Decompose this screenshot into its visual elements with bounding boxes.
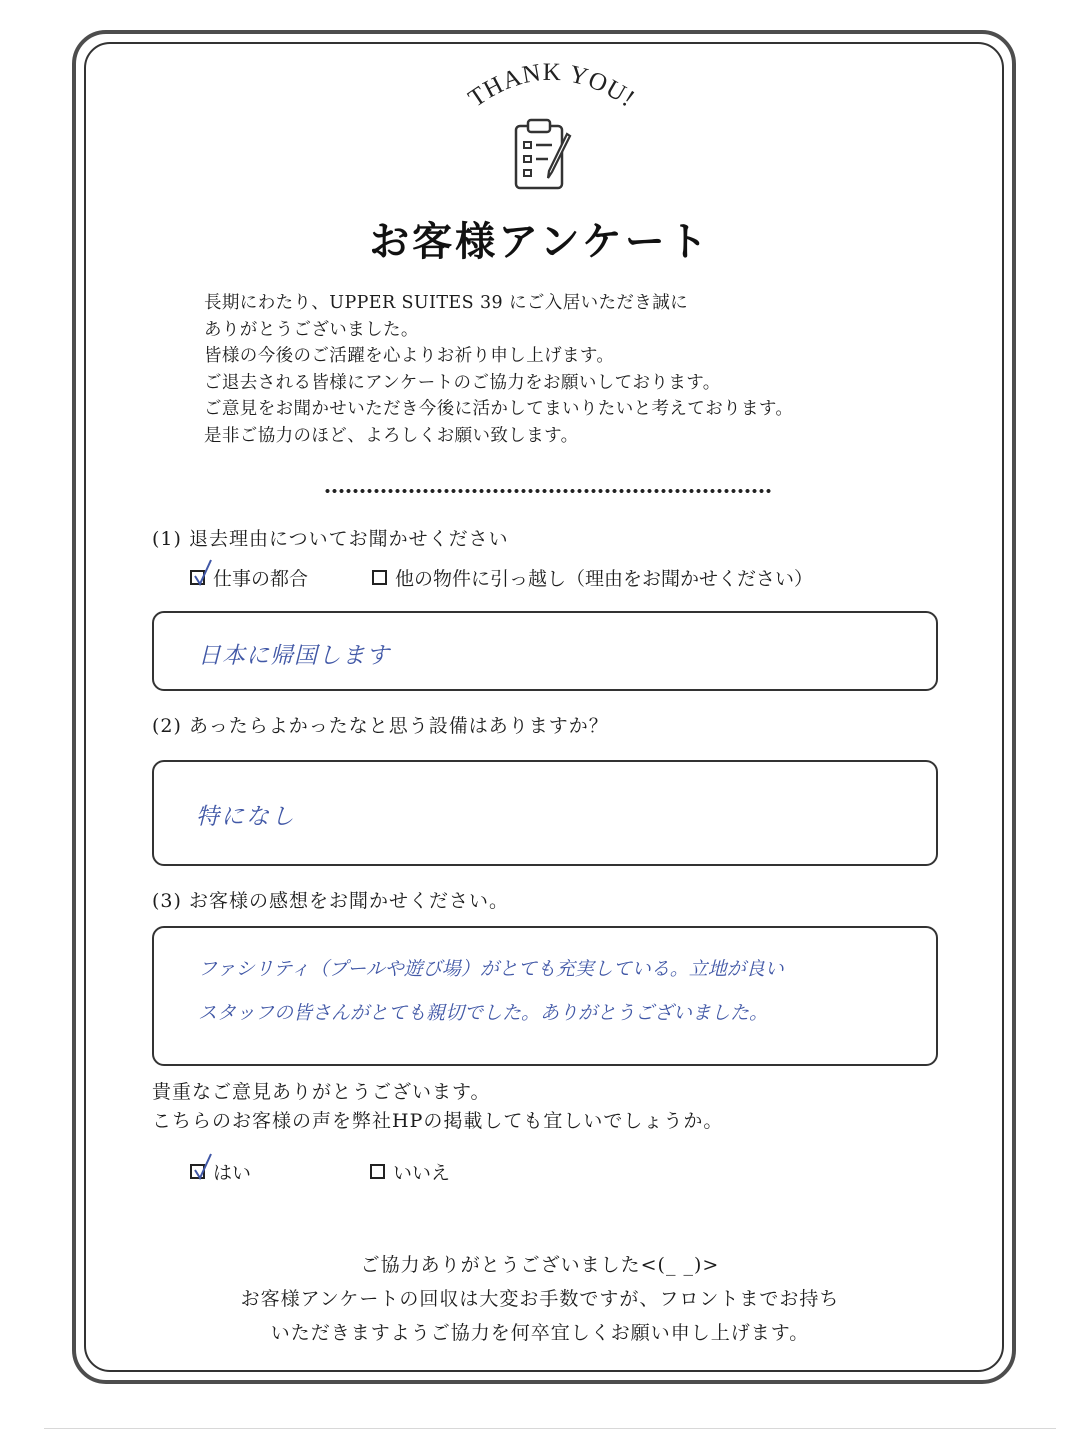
intro-line: ご意見をお聞かせいただき今後に活かしてまいりたいと考えております。 (204, 399, 794, 419)
checkbox-unchecked[interactable] (370, 1164, 385, 1179)
answer-box-3[interactable] (152, 926, 938, 1066)
q1-option-move[interactable] (372, 564, 813, 591)
footer-line: ご協力ありがとうございました<(_ _)> (360, 1254, 720, 1276)
scan-edge-line (44, 1428, 1056, 1429)
handwritten-answer: 日本に帰国します (198, 643, 390, 669)
check-mark-icon (193, 558, 215, 588)
intro-paragraph (204, 290, 904, 449)
footer-line: いただきますようご協力を何卒宜しくお願い申し上げます。 (270, 1322, 810, 1344)
dotted-divider (324, 488, 772, 494)
q1-option-work[interactable] (190, 564, 308, 591)
question-1: (1) 退去理由についてお聞かせください (152, 528, 509, 550)
answer-box-2[interactable] (152, 760, 938, 866)
intro-line: ご退去される皆様にアンケートのご協力をお願いしております。 (204, 372, 721, 393)
checkbox-unchecked[interactable] (372, 570, 387, 585)
question-2: (2) あったらよかったなと思う設備はありますか？ (152, 715, 609, 737)
handwritten-answer-line: ファシリティ（プールや遊び場）がとても充実している。立地が良い (198, 958, 784, 980)
handwritten-answer: 特になし (196, 804, 296, 830)
svg-text:THANK YOU! (464, 59, 640, 113)
consent-yes[interactable] (190, 1158, 251, 1185)
clipboard-icon (512, 116, 576, 194)
page-title: お客様アンケート (369, 218, 711, 265)
option-label: はい (213, 1162, 252, 1184)
consent-text (152, 1078, 723, 1136)
footer-line: お客様アンケートの回収は大変お手数ですが、フロントまでお持ち (240, 1288, 840, 1310)
check-mark-icon (193, 1152, 215, 1182)
consent-line: 貴重なご意見ありがとうございます。 (152, 1081, 491, 1103)
checkbox-checked[interactable] (190, 570, 205, 585)
question-3: (3) お客様の感想をお聞かせください。 (152, 890, 509, 912)
intro-line: 長期にわたり、UPPER SUITES 39 にご入居いただき誠に (204, 293, 688, 313)
intro-line: 是非ご協力のほど、よろしくお願い致します。 (204, 425, 579, 446)
checkbox-checked[interactable] (190, 1164, 205, 1179)
answer-box-1[interactable] (152, 611, 938, 691)
option-label: 他の物件に引っ越し（理由をお聞かせください） (395, 568, 814, 590)
consent-line: こちらのお客様の声を弊社HPの掲載しても宜しいでしょうか。 (152, 1110, 724, 1132)
consent-no[interactable] (370, 1158, 450, 1185)
handwritten-answer-line: スタッフの皆さんがとても親切でした。ありがとうございました。 (198, 1002, 769, 1024)
option-label: いいえ (393, 1162, 451, 1184)
intro-line: 皆様の今後のご活躍を心よりお祈り申し上げます。 (204, 346, 615, 366)
intro-line: ありがとうございました。 (204, 319, 419, 340)
option-label: 仕事の都合 (213, 568, 309, 590)
footer-message (0, 1248, 1080, 1350)
thank-you-text: THANK YOU! (463, 58, 641, 114)
